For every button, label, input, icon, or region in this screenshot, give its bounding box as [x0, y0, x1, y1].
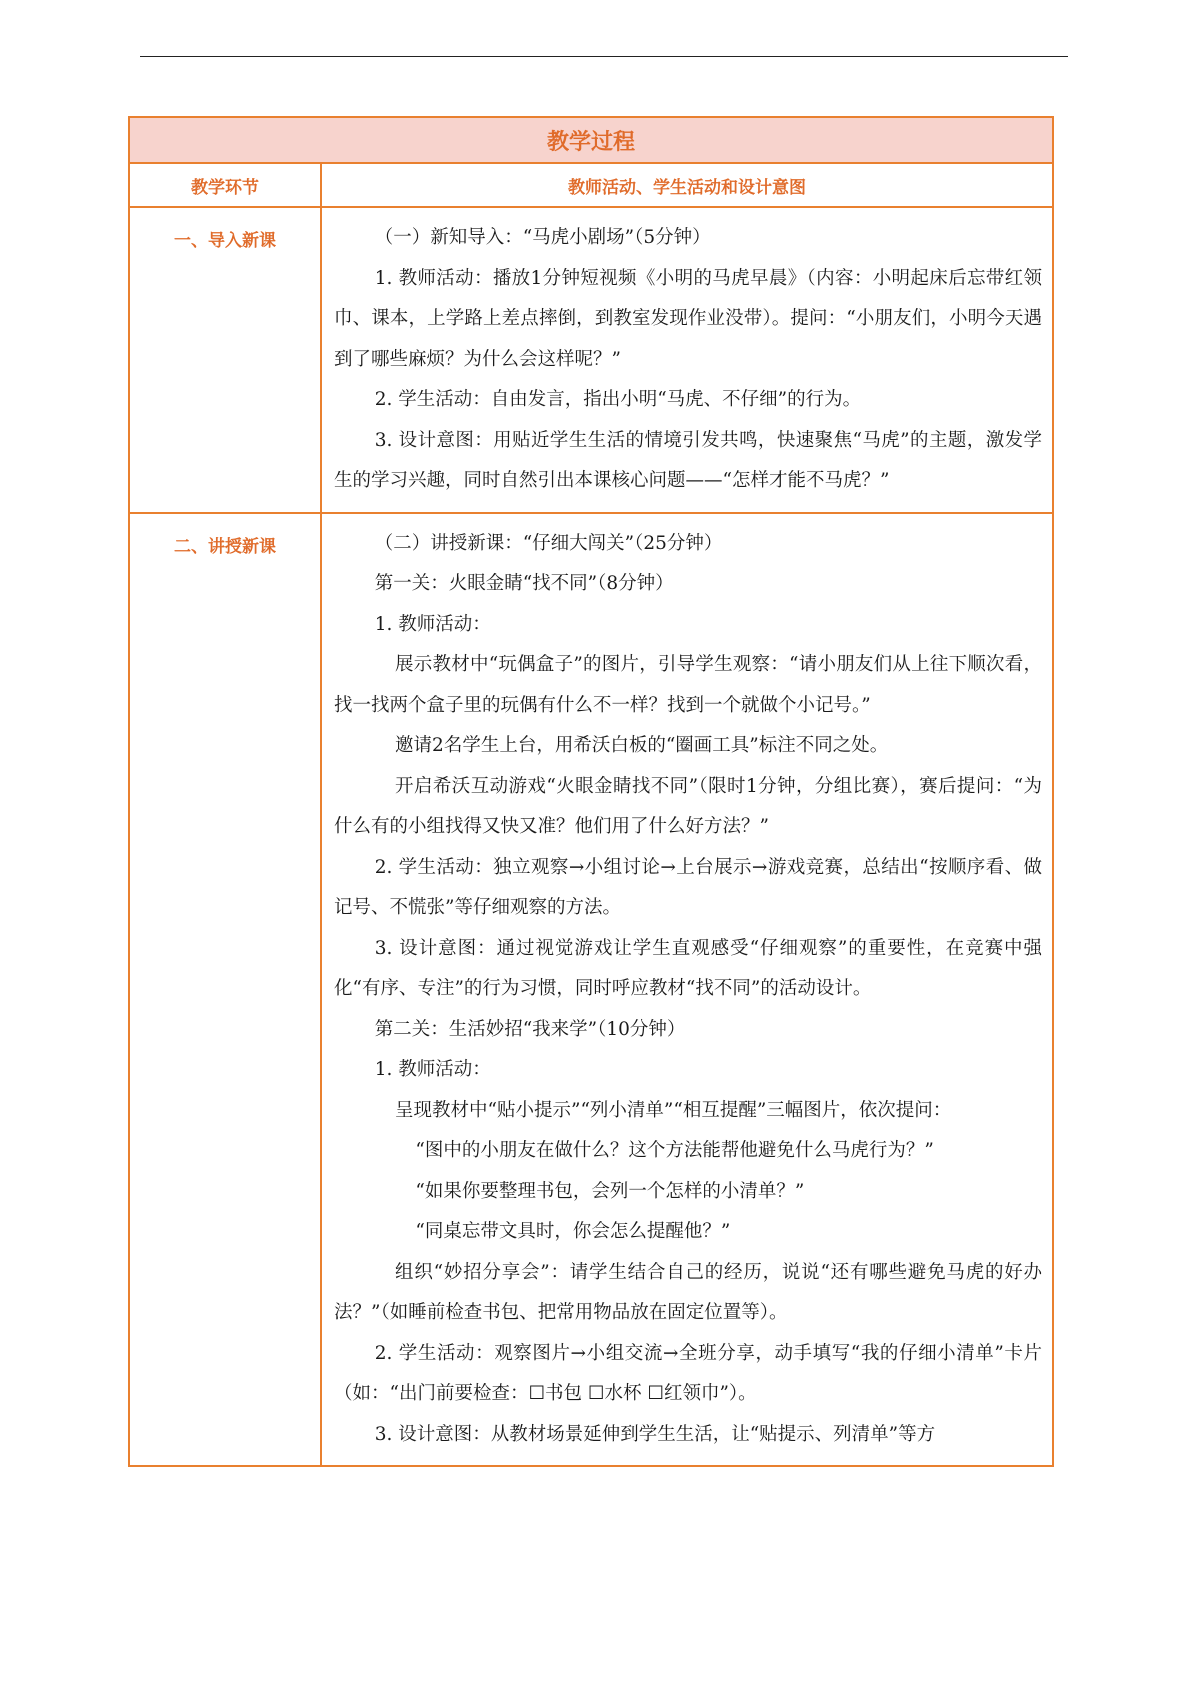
teaching-process-table [128, 116, 1054, 1467]
content-paragraph: 展示教材中“玩偶盒子”的图片，引导学生观察：“请小朋友们从上往下顺次看，找一找两个盒子里的玩偶有什么不一样？找到一个就做个小记号。” [334, 654, 1043, 716]
content-paragraph: 3. 设计意图：通过视觉游戏让学生直观感受“仔细观察”的重要性，在竞赛中强化“有序、专注”的行为习惯，同时呼应教材“找不同”的活动设计。 [334, 937, 1043, 999]
content-paragraph: 第一关：火眼金睛“找不同”（8分钟） [374, 573, 674, 594]
content-paragraph: 开启希沃互动游戏“火眼金睛找不同”（限时1分钟，分组比赛），赛后提问：“为什么有的小组找得又快又准？他们用了什么好方法？” [334, 775, 1043, 837]
content-paragraph: “如果你要整理书包，会列一个怎样的小清单？” [415, 1180, 805, 1202]
content-paragraph: 2. 学生活动：观察图片→小组交流→全班分享，动手填写“我的仔细小清单”卡片（如：“出门前要检查：☐书包 ☐水杯 ☐红领巾”）。 [334, 1342, 1043, 1404]
section-row-intro [129, 207, 1053, 513]
content-paragraph: 组织“妙招分享会”：请学生结合自己的经历，说说“还有哪些避免马虎的好办法？”（如睡前检查书包、把常用物品放在固定位置等）。 [334, 1261, 1043, 1323]
content-paragraph: 3. 设计意图：用贴近学生生活的情境引发共鸣，快速聚焦“马虎”的主题，激发学生的学习兴趣，同时自然引出本课核心问题——“怎样才能不马虎？” [334, 429, 1043, 491]
content-paragraph: 1. 教师活动： [374, 1059, 491, 1080]
content-paragraph: 1. 教师活动：播放1分钟短视频《小明的马虎早晨》（内容：小明起床后忘带红领巾、课本，上学路上差点摔倒，到教室发现作业没带）。提问：“小朋友们，小明今天遇到了哪些麻烦？为什么会这样呢？” [334, 267, 1043, 370]
content-paragraph: （二）讲授新课：“仔细大闯关”（25分钟） [374, 532, 723, 554]
content-paragraph: 3. 设计意图：从教材场景延伸到学生生活，让“贴提示、列清单”等方 [374, 1423, 936, 1445]
section-content [321, 513, 1053, 1467]
table-header-row [129, 163, 1053, 207]
section-row-teaching [129, 513, 1053, 1467]
content-paragraph: （一）新知导入：“马虎小剧场”（5分钟） [374, 227, 711, 248]
content-paragraph: 2. 学生活动：自由发言，指出小明“马虎、不仔细”的行为。 [374, 389, 862, 410]
table-title-row [129, 117, 1053, 163]
section-content [321, 207, 1053, 513]
content-paragraph: “同桌忘带文具时，你会怎么提醒他？” [415, 1221, 731, 1242]
content-paragraph: 2. 学生活动：独立观察→小组讨论→上台展示→游戏竞赛，总结出“按顺序看、做记号、不慌张”等仔细观察的方法。 [334, 856, 1043, 918]
column-header-activities: 教师活动、学生活动和设计意图 [321, 163, 1053, 207]
header-rule [140, 56, 1068, 57]
content-paragraph: “图中的小朋友在做什么？这个方法能帮他避免什么马虎行为？” [415, 1140, 934, 1161]
section-name: 一、导入新课 [129, 207, 321, 513]
section-name: 二、讲授新课 [129, 513, 321, 1467]
column-header-stage: 教学环节 [129, 163, 321, 207]
table-title: 教学过程 [129, 117, 1053, 163]
content-paragraph: 邀请2名学生上台，用希沃白板的“圈画工具”标注不同之处。 [395, 735, 889, 756]
content-paragraph: 第二关：生活妙招“我来学”（10分钟） [374, 1018, 686, 1040]
content-paragraph: 1. 教师活动： [374, 613, 491, 635]
content-paragraph: 呈现教材中“贴小提示”“列小清单”“相互提醒”三幅图片，依次提问： [395, 1099, 952, 1121]
